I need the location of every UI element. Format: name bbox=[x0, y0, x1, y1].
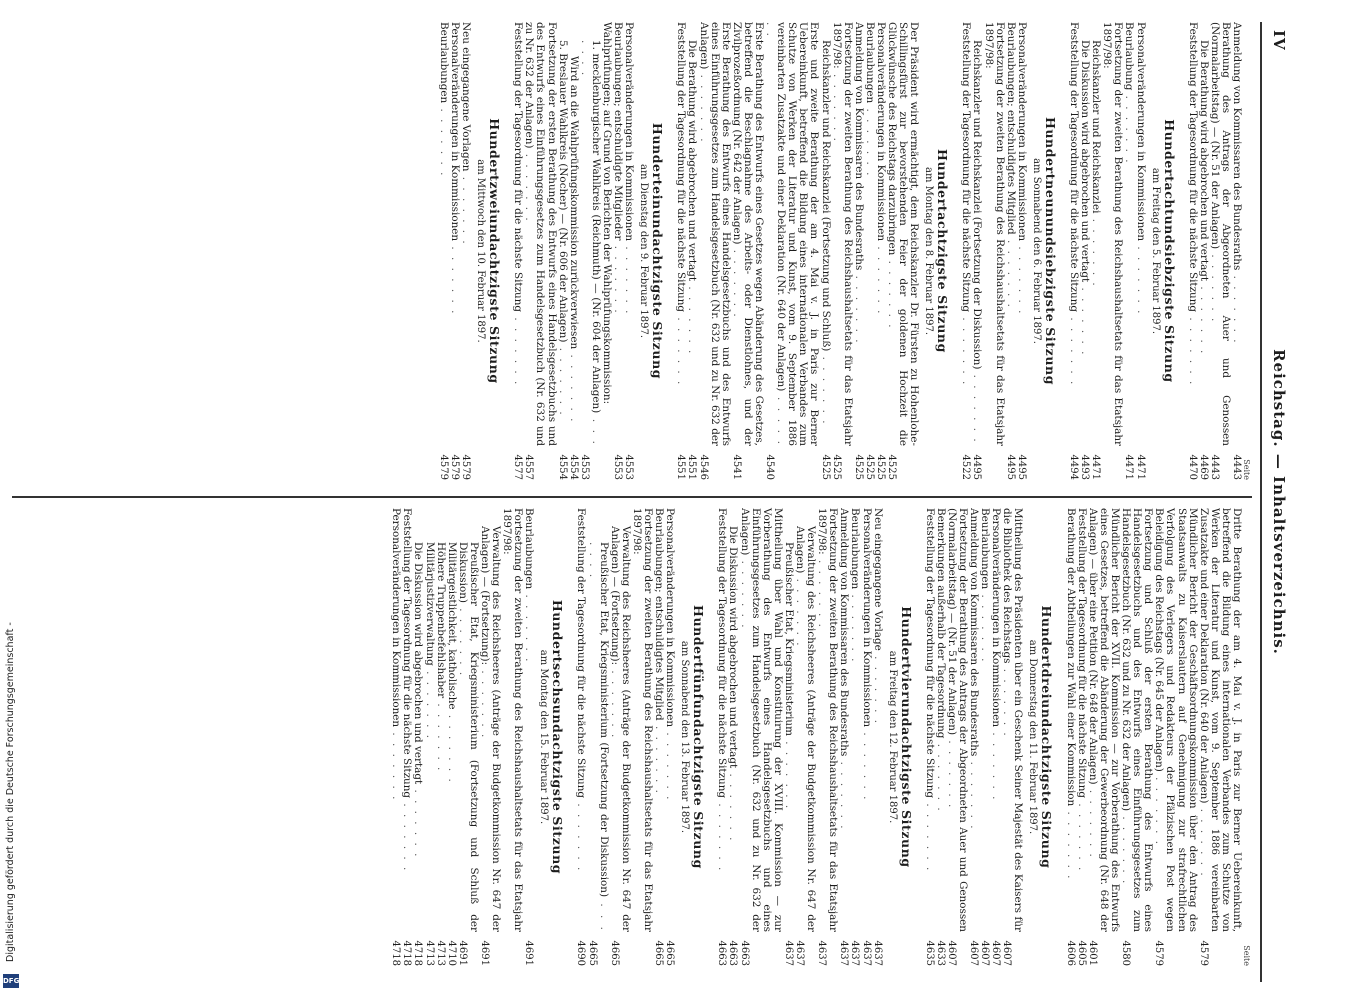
entry-page-number: 4637 bbox=[849, 940, 861, 966]
entry-page-number: 4637 bbox=[816, 940, 828, 966]
sitting-date: am Sonnabend den 13. Februar 1897. bbox=[679, 640, 691, 834]
entry-page-number: 4633 bbox=[934, 940, 946, 966]
entry-page-number: 4495 bbox=[1015, 454, 1027, 480]
entry-page-number: 4663 bbox=[738, 940, 750, 966]
entry-page-number: 4605 bbox=[1075, 940, 1087, 966]
entry-page-number: 4546 bbox=[697, 454, 709, 480]
entry-page-number: 4553 bbox=[623, 454, 635, 480]
column-divider bbox=[12, 496, 1252, 498]
entry-page-number: 4580 bbox=[1120, 940, 1132, 966]
toc-entry bbox=[664, 508, 675, 966]
entry-page-number: 4710 bbox=[445, 940, 457, 966]
entry-page-number: 4525 bbox=[886, 454, 898, 480]
entry-text: Feststellung der Tagesordnung für die nächste Sitzung . . . bbox=[716, 508, 727, 932]
sitting-date: am Dienstag den 9. Februar 1897. bbox=[638, 163, 650, 339]
sitting-date: am Sonnabend den 6. Februar 1897. bbox=[1030, 158, 1042, 344]
sitting-section bbox=[1068, 22, 1177, 480]
toc-entry bbox=[990, 508, 1001, 966]
entry-text: Verwaltung des Reichsheeres (Anträge der Budgetkommission Nr. 647 der Anlagen) — (Fortsetzung): . . . bbox=[479, 508, 501, 932]
entry-page-number: 4471 bbox=[1123, 454, 1135, 480]
toc-entry bbox=[523, 22, 556, 480]
entry-text: Fortsetzung der zweiten Berathung des Reichshaushaltsetats für das Etatsjahr 1897/98: bbox=[630, 508, 655, 932]
toc-entry bbox=[819, 22, 830, 480]
entry-page-number: 4637 bbox=[838, 940, 850, 966]
toc-entry bbox=[968, 508, 979, 966]
toc-entry bbox=[609, 508, 631, 966]
entry-text: Personalveränderungen in Kommissionen . . . bbox=[1134, 22, 1145, 446]
entry-text: Personalveränderungen in Kommissionen . . . bbox=[664, 508, 675, 932]
sitting-title: Hundertneunundsiebzigste Sitzung bbox=[1042, 116, 1058, 386]
toc-entry bbox=[979, 508, 990, 966]
rotated-document-page bbox=[2, 22, 1292, 982]
entry-text: Beurlaubungen; entschuldigtes Mitglied . . . bbox=[653, 508, 664, 932]
entry-text: Personalveränderungen in Kommissionen . . . bbox=[623, 22, 634, 446]
sitting-title: Hunderteinundachtzigste Sitzung bbox=[650, 122, 666, 380]
sitting-section bbox=[438, 22, 502, 480]
toc-entry bbox=[1076, 508, 1087, 966]
entry-text: Anmeldung von Kommissaren des Bundesraths . . . bbox=[853, 22, 864, 446]
entry-page-number: 4691 bbox=[523, 940, 535, 966]
entry-page-number: 4579 bbox=[1197, 940, 1209, 966]
entry-page-number: 4469 bbox=[1197, 454, 1209, 480]
entry-page-number: 4665 bbox=[653, 940, 665, 966]
seite-label: Seite bbox=[1242, 945, 1251, 966]
toc-entry bbox=[783, 508, 794, 966]
digitization-footer bbox=[0, 2, 20, 992]
sitting-title: Hundertsechsundachtzigste Sitzung bbox=[550, 599, 566, 875]
toc-entry bbox=[457, 508, 479, 966]
toc-entry bbox=[438, 22, 449, 480]
entry-page-number: 4525 bbox=[863, 454, 875, 480]
sitting-title: Hundertachtzigste Sitzung bbox=[935, 149, 951, 353]
entry-text: Feststellung der Tagesordnung für die nächste Sitzung . . . bbox=[401, 508, 412, 932]
entry-text: Anmeldung von Kommissaren des Bundesraths . . . bbox=[838, 508, 849, 932]
entry-text: Berathung des Antrags der Abgeordneten Auer und Genossen (Normalarbeitstag) — (Nr. 51 der Anlagen) . . . bbox=[1209, 22, 1231, 446]
entry-page-number: 4718 bbox=[390, 940, 402, 966]
entry-text: Reichskanzler und Reichskanzlei (Fortsetzung und Schluß) . . . bbox=[819, 22, 830, 446]
entry-text: Preußischer Etat, Kriegsministerium (Fortsetzung und Schluß der Diskussion) . . . bbox=[457, 508, 479, 932]
sitting-section bbox=[575, 508, 706, 966]
toc-entry bbox=[727, 508, 738, 966]
toc-entry bbox=[875, 22, 886, 480]
toc-entry bbox=[435, 508, 446, 966]
toc-entry bbox=[983, 22, 1005, 480]
entry-text: Mündlicher Bericht der XVII. Kommission — zur Vorberathung des Entwurfs eines Gesetzes, betreffend die Abänderung der Gewerbeordnung (Nr. 648 der Anlagen) — über eine Petition (Nr. 648 der Anlagen) . . . bbox=[1087, 508, 1120, 932]
entry-text: Personalveränderungen in Kommissionen . . . bbox=[990, 508, 1001, 932]
toc-entry bbox=[423, 508, 434, 966]
entry-text: Fortsetzung der Berathung des Antrags der Abgeordneten Auer und Genossen (Normalarbeitstag) — (Nr. 51 der Anlagen) . . . bbox=[946, 508, 968, 932]
entry-text: Feststellung der Tagesordnung für die nächste Sitzung . . . bbox=[575, 508, 586, 932]
entry-text: Personalveränderungen in Kommissionen . . . bbox=[875, 22, 886, 446]
entry-page-number: 4635 bbox=[923, 940, 935, 966]
entry-page-number: 4553 bbox=[578, 454, 590, 480]
entry-text: Bemerkungen außerhalb der Tagesordnung . . . bbox=[935, 508, 946, 932]
toc-entry bbox=[1123, 22, 1134, 480]
entry-text: Beurlaubungen; entschuldigtes Mitglied . . . bbox=[1005, 22, 1016, 446]
toc-entry bbox=[479, 508, 501, 966]
entry-text: Feststellung der Tagesordnung für die nächste Sitzung . . . bbox=[1076, 508, 1087, 932]
entry-page-number: 4607 bbox=[968, 940, 980, 966]
toc-entry bbox=[579, 22, 601, 480]
entry-text: Verwaltung des Reichsheeres (Anträge der Budgetkommission Nr. 647 der Anlagen) — (Fortsetzung): . . . bbox=[609, 508, 631, 932]
entry-text: Höhere Truppenbefehlshaber . . . bbox=[435, 508, 446, 932]
entry-page-number: 4718 bbox=[401, 940, 413, 966]
sittings-list bbox=[390, 508, 1054, 966]
entry-text: Mittheilung über Wahl und Konstituirung der XVIII. Kommission — zur Vorberathung des Entwurfs eines Handelsgesetzbuchs und eines Einführungsgesetzes zum Handelsgesetzbuch (Nr. 632 und zu Nr. 632 der Anlagen) . . . bbox=[738, 508, 782, 932]
toc-entry bbox=[1198, 22, 1209, 480]
entry-page-number: 4579 bbox=[1153, 940, 1165, 966]
toc-entry bbox=[872, 508, 883, 966]
entry-page-number: 4551 bbox=[686, 454, 698, 480]
entry-text: Mittheilung des Präsidenten über ein Geschenk Seiner Majestät des Kaisers für die Bibliothek des Reichstags . . . bbox=[1001, 508, 1023, 932]
toc-entry bbox=[1198, 508, 1242, 966]
entry-page-number: 4495 bbox=[1004, 454, 1016, 480]
entry-text: Feststellung der Tagesordnung für die nächste Sitzung . . . bbox=[1187, 22, 1198, 446]
entry-text: Berathung der Abtheilungen zur Wahl einer Kommission . . . bbox=[1065, 508, 1076, 932]
entry-text: Feststellung der Tagesordnung für die nächste Sitzung . . . bbox=[675, 22, 686, 446]
intro-entries bbox=[1187, 22, 1242, 480]
sitting-date: am Freitag den 5. Februar 1897. bbox=[1149, 167, 1161, 335]
toc-entry bbox=[1231, 22, 1242, 480]
entry-text: Beurlaubungen . . . bbox=[864, 22, 875, 446]
entry-page-number: 4606 bbox=[1064, 940, 1076, 966]
toc-entry bbox=[612, 22, 623, 480]
entry-page-number: 4637 bbox=[794, 940, 805, 966]
toc-entry bbox=[501, 508, 523, 966]
running-header bbox=[1268, 22, 1288, 982]
entry-page-number: 4607 bbox=[990, 940, 1002, 966]
entry-page-number: 4663 bbox=[727, 940, 739, 966]
toc-entry bbox=[568, 22, 579, 480]
entry-text: Reichskanzler und Reichskanzlei (Fortsetzung der Diskussion) . . . bbox=[971, 22, 982, 446]
toc-entry bbox=[831, 22, 853, 480]
toc-entry bbox=[623, 22, 634, 480]
entry-text: Beurlaubungen . . . bbox=[849, 508, 860, 932]
entry-page-number: 4713 bbox=[423, 940, 435, 966]
entry-page-number: 4540 bbox=[764, 454, 776, 480]
entry-text: Erste und zweite Berathung der am 4. Mai v. J. in Paris zur Berner Uebereinkunft, betreffend die Bildung eines internationalen Verbandes zum Schutze von Werken der Literatur und Kunst, vom 9. September 1886 vereinbarten Zusatzakte und einer Deklaration (Nr. 640 der Anlagen) . . . bbox=[764, 22, 819, 446]
toc-entry bbox=[716, 508, 727, 966]
entry-text: Preußischer Etat, Kriegsministerium . . . bbox=[783, 508, 794, 932]
toc-entry bbox=[601, 22, 612, 480]
entry-text: 1. mecklenburgischer Wahlkreis (Reichmuth) — (Nr. 604 der Anlagen) . . . bbox=[579, 22, 601, 446]
entry-page-number: 4525 bbox=[852, 454, 864, 480]
toc-entry bbox=[575, 508, 586, 966]
sitting-section bbox=[716, 508, 913, 966]
entry-page-number: 4665 bbox=[664, 940, 676, 966]
toc-entry bbox=[1209, 22, 1231, 480]
toc-entry bbox=[1005, 22, 1016, 480]
entry-page-number: 4470 bbox=[1186, 454, 1198, 480]
entry-text: Neu eingegangene Vorlagen . . . bbox=[460, 22, 471, 446]
sitting-section bbox=[512, 22, 665, 480]
toc-entry bbox=[1134, 22, 1145, 480]
entry-text: Anmeldung von Kommissaren des Bundesraths . . . bbox=[968, 508, 979, 932]
entry-page-number: 4522 bbox=[960, 454, 972, 480]
entry-text: Beurlaubungen; entschuldigte Mitglieder . . . bbox=[612, 22, 623, 446]
toc-entry bbox=[886, 22, 919, 480]
right-column bbox=[12, 508, 1252, 966]
sitting-section bbox=[924, 508, 1055, 966]
sitting-section bbox=[960, 22, 1058, 480]
entry-page-number: 4494 bbox=[1067, 454, 1079, 480]
toc-entry bbox=[935, 508, 946, 966]
entry-page-number: 4637 bbox=[860, 940, 872, 966]
sitting-title: Hundertfünfundachtzigste Sitzung bbox=[691, 605, 707, 869]
entry-page-number: 4471 bbox=[1090, 454, 1102, 480]
seite-label: Seite bbox=[1242, 459, 1251, 480]
toc-entry bbox=[924, 508, 935, 966]
toc-entry bbox=[446, 508, 457, 966]
entry-page-number: 4554 bbox=[567, 454, 579, 480]
entry-text: 5. Breslauer Wahlkreis (Nocher) — (Nr. 606 der Anlagen) . . . bbox=[557, 22, 568, 446]
entry-text: Der Präsident wird ermächtigt, dem Reichskanzler Dr. Fürsten zu Hohenlohe-Schillingsfürst zur bevorstehenden Feier der goldenen Hochzeit die Glückwünsche des Reichstags darzubringen . . . bbox=[886, 22, 919, 446]
toc-entry bbox=[653, 508, 664, 966]
entry-page-number: 4525 bbox=[819, 454, 831, 480]
toc-entry bbox=[971, 22, 982, 480]
toc-entry bbox=[697, 22, 730, 480]
entry-page-number: 4579 bbox=[449, 454, 461, 480]
entry-page-number: 4554 bbox=[556, 454, 568, 480]
sitting-date: am Donnerstag den 11. Februar 1897. bbox=[1027, 639, 1039, 835]
toc-entry bbox=[631, 508, 653, 966]
entry-page-number: 4607 bbox=[1001, 940, 1013, 966]
toc-entry bbox=[390, 508, 401, 966]
toc-entry bbox=[960, 22, 971, 480]
page-title: Reichstag. — Inhaltsverzeichnis. bbox=[1270, 349, 1288, 655]
entry-page-number: 4557 bbox=[523, 454, 535, 480]
toc-entry bbox=[1120, 508, 1153, 966]
entry-page-number: 4493 bbox=[1079, 454, 1091, 480]
entry-page-number: 4553 bbox=[612, 454, 624, 480]
entry-page-number: 4663 bbox=[716, 940, 728, 966]
dfg-logo: DFG bbox=[3, 974, 19, 988]
entry-text: Die Diskussion wird abgebrochen und vertagt . . . bbox=[727, 508, 738, 932]
entry-page-number: 4691 bbox=[456, 940, 468, 966]
entry-text: Fortsetzung der ersten Berathung des Entwurfs eines Handelsgesetzbuchs und des Entwurfs eines Einführungsgesetzes zum Handelsgesetzbuch (Nr. 632 und zu Nr. 632 der Anlagen) . . . bbox=[523, 22, 556, 446]
entry-text: Wird an die Wahlprüfungskommission zurückverwiesen . . . bbox=[568, 22, 579, 446]
entry-page-number: 4691 bbox=[479, 940, 491, 966]
toc-entry bbox=[1001, 508, 1023, 966]
entry-text: Feststellung der Tagesordnung für die nächste Sitzung . . . bbox=[512, 22, 523, 446]
entry-text: Dritte Berathung der am 4. Mai v. J. in Paris zur Berner Uebereinkunft, betreffend die Bildung eines internationalen Verbandes zum Schutze von Werken der Literatur und Kunst, vom 9. September 1886 vereinbarten Zusatzakte und einer Deklaration (Nr. 640 der Anlagen) . . . bbox=[1198, 508, 1242, 932]
toc-entry bbox=[1079, 22, 1090, 480]
entry-text: Verwaltung des Reichsheeres (Anträge der Budgetkommission Nr. 647 der Anlagen) . . . bbox=[794, 508, 816, 932]
entry-text: Fortsetzung und Schluß der ersten Berathung des Entwurfs eines Handelsgesetzbuchs und des Entwurfs eines Einführungsgesetzes zum Handelsgesetzbuch (Nr. 632 und zu Nr. 632 der Anlagen) . . . bbox=[1120, 508, 1153, 932]
entry-page-number: 4601 bbox=[1086, 940, 1098, 966]
toc-entry bbox=[1101, 22, 1123, 480]
entry-text: Beurlaubungen . . . bbox=[523, 508, 534, 932]
entry-page-number: 4665 bbox=[586, 940, 598, 966]
toc-entry bbox=[764, 22, 819, 480]
entry-page-number: 4443 bbox=[1208, 454, 1220, 480]
entry-text: Erste Berathung des Entwurfs eines Gesetzes wegen Abänderung des Gesetzes, betreffend die Beschlagnahme des Arbeits- oder Dienstlohnes, und der Zivilprozeßordnung (Nr. 642 der Anlagen) . . . bbox=[731, 22, 764, 446]
entry-text: Neu eingegangene Vorlage . . . bbox=[872, 508, 883, 932]
toc-entry bbox=[853, 22, 864, 480]
entry-text: Personalveränderungen in Kommissionen . . . bbox=[449, 22, 460, 446]
entry-text: Anmeldung von Kommissaren des Bundesraths . . . bbox=[1231, 22, 1242, 446]
entry-text: Die Berathung wird abgebrochen und vertagt . . . bbox=[686, 22, 697, 446]
sitting-title: Hundertdreiundachtzigste Sitzung bbox=[1039, 605, 1055, 869]
entry-text: Erste Berathung des Entwurfs eines Handelsgesetzbuchs und des Entwurfs eines Einführungsgesetzes zum Handelsgesetzbuch (Nr. 632 und zu Nr. 632 der Anlagen) . . . bbox=[697, 22, 730, 446]
entry-text: Fortsetzung der zweiten Berathung des Reichshaushaltsetats für das Etatsjahr 1897/98: bbox=[1101, 22, 1125, 446]
entry-text: Militärjustizverwaltung . . . bbox=[423, 508, 434, 932]
entry-text: Personalveränderungen in Kommissionen . . . bbox=[390, 508, 401, 932]
entry-page-number: 4577 bbox=[512, 454, 524, 480]
toc-entry bbox=[557, 22, 568, 480]
entry-page-number: 4637 bbox=[871, 940, 883, 966]
entry-text: Personalveränderungen in Kommissionen . . . bbox=[860, 508, 871, 932]
entry-text: Fortsetzung der zweiten Berathung des Reichshaushaltsetats für das Etatsjahr 1897/98: . . . bbox=[816, 508, 838, 932]
toc-entry bbox=[587, 508, 609, 966]
toc-entry bbox=[412, 508, 423, 966]
entry-text: Fortsetzung der zweiten Berathung des Reichshaushaltsetats für das Etatsjahr 1897/98: . . . bbox=[831, 22, 853, 446]
toc-entry bbox=[738, 508, 782, 966]
sitting-date: am Freitag den 12. Februar 1897. bbox=[886, 650, 898, 824]
entry-text: Feststellung der Tagesordnung für die nächste Sitzung . . . bbox=[960, 22, 971, 446]
entry-page-number: 4579 bbox=[438, 454, 450, 480]
toc-entry bbox=[864, 22, 875, 480]
sitting-title: Hundertachtundsiebzigste Sitzung bbox=[1161, 119, 1177, 383]
toc-entry bbox=[686, 22, 697, 480]
entry-page-number: 4637 bbox=[782, 940, 794, 966]
toc-entry bbox=[675, 22, 686, 480]
toc-entry bbox=[838, 508, 849, 966]
page-number: IV bbox=[1270, 30, 1288, 51]
funding-note: Digitalisierung gefördert durch die Deutsche Forschungsgemeinschaft - bbox=[5, 622, 16, 962]
entry-page-number: 4690 bbox=[575, 940, 587, 966]
entry-text: Beurlaubungen . . . bbox=[979, 508, 990, 932]
toc-entry bbox=[1187, 22, 1198, 480]
sitting-title: Hundertvierundachtzigste Sitzung bbox=[898, 606, 914, 868]
entry-text: Wahlprüfungen; auf Grund von Berichten der Wahlprüfungskommission: bbox=[601, 22, 614, 405]
sittings-list bbox=[438, 22, 1177, 480]
entry-text: Beurlaubungen . . . bbox=[438, 22, 449, 446]
toc-entry bbox=[1153, 508, 1197, 966]
entry-text: Beurlaubung . . . bbox=[1123, 22, 1134, 446]
entry-text: Die Diskussion wird abgebrochen und vertagt . . . bbox=[1079, 22, 1090, 446]
left-column bbox=[12, 22, 1252, 480]
sitting-title: Hundertzweiundachtzigste Sitzung bbox=[487, 118, 503, 384]
entry-page-number: 4525 bbox=[875, 454, 887, 480]
sitting-date: am Montag den 8. Februar 1897. bbox=[923, 166, 935, 336]
toc-entry bbox=[816, 508, 838, 966]
entry-page-number: 4443 bbox=[1231, 454, 1242, 480]
sitting-section bbox=[675, 22, 950, 480]
toc-entry bbox=[1065, 508, 1076, 966]
entry-text: Militärgeistlichkeit, katholische . . . bbox=[446, 508, 457, 932]
entry-text: Mündlicher Bericht der Geschäftsordnungskommission über den Antrag des Staatsanwalts zu Kaiserslautern auf Genehmigung zur strafrechtlichen Verfolgung des Verlegers und Redakteurs der Pfälzischen Post wegen Beleidigung des Reichstags (Nr. 645 der Anlagen) . . . bbox=[1153, 508, 1197, 932]
intro-entries bbox=[1065, 508, 1243, 966]
toc-entry bbox=[460, 22, 471, 480]
toc-entry bbox=[946, 508, 968, 966]
entry-text: Fortsetzung der zweiten Berathung des Reichshaushaltsetats für das Etatsjahr 1897/98: bbox=[501, 508, 525, 932]
entry-text: Feststellung der Tagesordnung für die nächste Sitzung . . . bbox=[924, 508, 935, 932]
entry-page-number: 4471 bbox=[1134, 454, 1146, 480]
toc-entry bbox=[449, 22, 460, 480]
toc-entry bbox=[1068, 22, 1079, 480]
entry-page-number: 4495 bbox=[971, 454, 983, 480]
entry-page-number: 4579 bbox=[460, 454, 472, 480]
entry-text: Die Diskussion wird abgebrochen und vertagt . . . bbox=[412, 508, 423, 932]
toc-entry bbox=[523, 508, 534, 966]
entry-page-number: 4541 bbox=[730, 454, 742, 480]
entry-text: Preußischer Etat, Kriegsministerium (Fortsetzung der Diskussion) . . . bbox=[587, 508, 609, 932]
toc-entry bbox=[1090, 22, 1101, 480]
entry-page-number: 4718 bbox=[412, 940, 424, 966]
toc-entry bbox=[849, 508, 860, 966]
entry-text: Personalveränderungen in Kommissionen . . . bbox=[1016, 22, 1027, 446]
toc-entry bbox=[860, 508, 871, 966]
sitting-section bbox=[390, 508, 565, 966]
toc-entry bbox=[731, 22, 764, 480]
entry-page-number: 4525 bbox=[830, 454, 842, 480]
entry-page-number: 4665 bbox=[608, 940, 620, 966]
entry-text: Feststellung der Tagesordnung für die nächste Sitzung . . . bbox=[1068, 22, 1079, 446]
entry-text: Die Berathung wird abgebrochen und vertagt . . . bbox=[1198, 22, 1209, 446]
entry-page-number: 4607 bbox=[979, 940, 991, 966]
entry-page-number: 4551 bbox=[675, 454, 687, 480]
sitting-date: am Montag den 15. Februar 1897. bbox=[538, 649, 550, 825]
entry-page-number: 4713 bbox=[434, 940, 446, 966]
entry-text: Fortsetzung der zweiten Berathung des Reichshaushaltsetats für das Etatsjahr 1897/98: bbox=[982, 22, 1006, 446]
toc-entry bbox=[401, 508, 412, 966]
toc-entry bbox=[794, 508, 816, 966]
toc-entry bbox=[512, 22, 523, 480]
toc-entry bbox=[1087, 508, 1120, 966]
header-rule bbox=[1260, 22, 1262, 982]
toc-entry bbox=[1016, 22, 1027, 480]
entry-text: Reichskanzler und Reichskanzlei . . . bbox=[1090, 22, 1101, 446]
entry-page-number: 4607 bbox=[945, 940, 957, 966]
sitting-date: am Mittwoch den 10. Februar 1897. bbox=[475, 159, 487, 343]
